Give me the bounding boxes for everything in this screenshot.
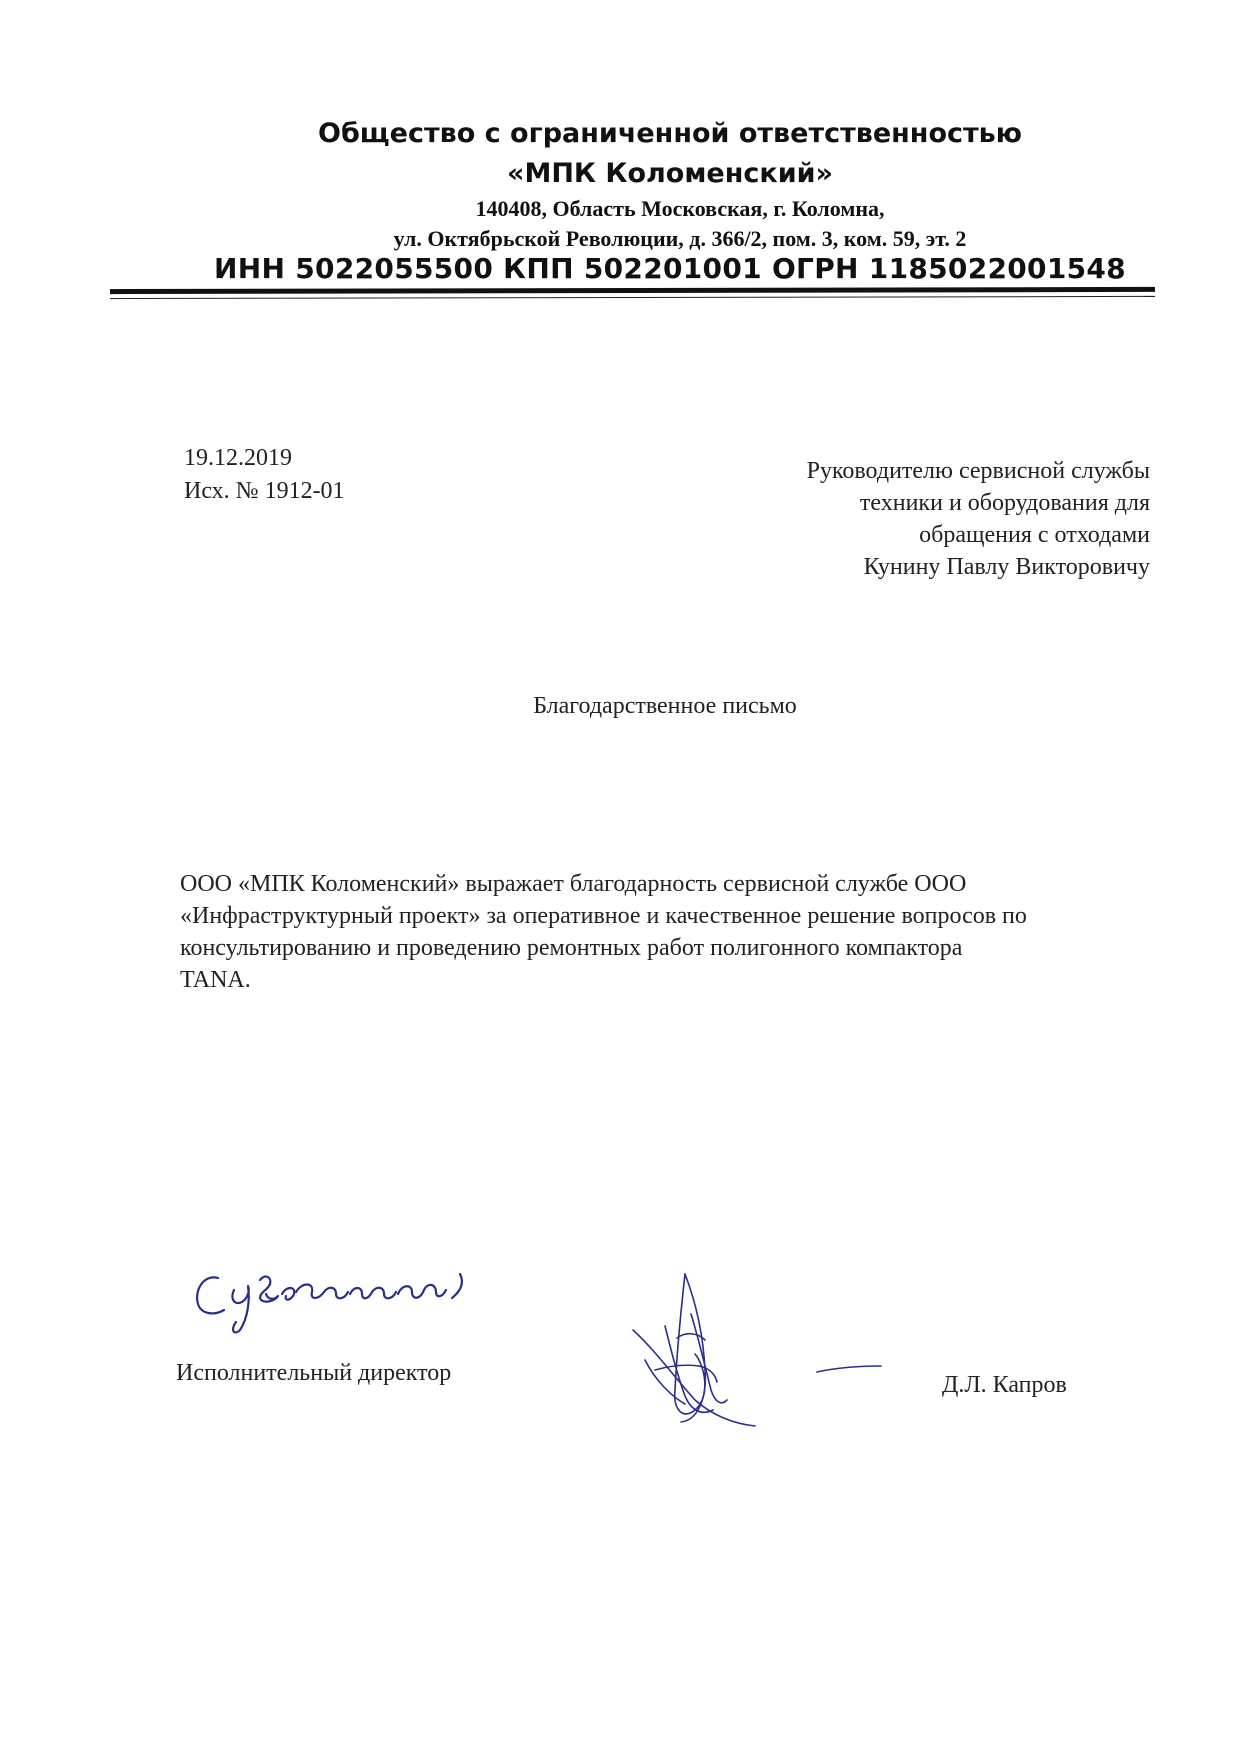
signatory-name: Д.Л. Капров: [942, 1372, 1067, 1398]
body-line: «Инфраструктурный проект» за оперативное и качественное решение вопросов по: [180, 903, 1027, 929]
handwritten-closing: [190, 1260, 520, 1340]
addressee-line: техники и оборудования для: [859, 490, 1150, 516]
letterhead-divider-thin: [110, 296, 1155, 299]
body-line: консультированию и проведению ремонтных работ полигонного компактора: [180, 935, 963, 961]
org-registration-codes: ИНН 5022055500 КПП 502201001 ОГРН 1185022001548: [214, 252, 1126, 285]
org-name-line1: Общество с ограниченной ответственностью: [318, 118, 1022, 149]
signature-dash: [815, 1360, 885, 1380]
org-address-line1: 140408, Область Московская, г. Коломна,: [475, 196, 885, 221]
signer-position: Исполнительный директор: [176, 1360, 452, 1386]
signature-image: [625, 1270, 775, 1430]
letter-title: Благодарственное письмо: [533, 693, 797, 719]
addressee-line: Руководителю сервисной службы: [806, 458, 1150, 484]
letterhead-divider-thick: [110, 287, 1155, 294]
outgoing-number: Исх. № 1912-01: [184, 478, 345, 504]
addressee-line: обращения с отходами: [919, 522, 1150, 548]
body-line: TANA.: [180, 967, 251, 993]
letter-date: 19.12.2019: [184, 445, 292, 471]
body-line: ООО «МПК Коломенский» выражает благодарность сервисной службе ООО: [180, 871, 967, 897]
org-name-line2: «МПК Коломенский»: [507, 158, 833, 189]
addressee-block: [630, 455, 1150, 583]
letter-body: [180, 868, 1140, 996]
org-address-line2: ул. Октябрьской Революции, д. 366/2, пом. 3, ком. 59, эт. 2: [393, 226, 967, 251]
addressee-line: Кунину Павлу Викторовичу: [863, 554, 1150, 580]
